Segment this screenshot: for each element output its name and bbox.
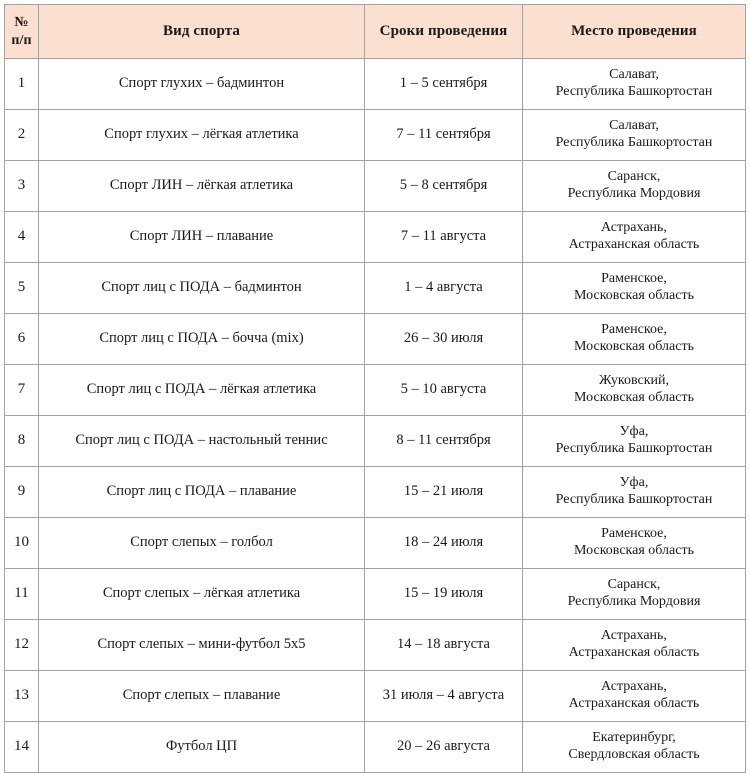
table-row <box>5 161 746 212</box>
cell-number: 6 <box>5 314 39 365</box>
cell-number: 3 <box>5 161 39 212</box>
cell-place <box>523 263 746 314</box>
cell-place <box>523 569 746 620</box>
cell-place <box>523 212 746 263</box>
cell-place-city: Раменское, <box>601 271 667 287</box>
cell-place-region: Республика Башкортостан <box>555 135 713 150</box>
cell-dates: 20 – 26 августа <box>365 722 523 773</box>
cell-dates: 8 – 11 сентября <box>365 416 523 467</box>
cell-number: 4 <box>5 212 39 263</box>
cell-dates: 14 – 18 августа <box>365 620 523 671</box>
cell-place-region: Республика Башкортостан <box>555 492 713 507</box>
cell-dates: 31 июля – 4 августа <box>365 671 523 722</box>
cell-number: 5 <box>5 263 39 314</box>
table-row <box>5 671 746 722</box>
cell-place-region: Свердловская область <box>568 747 700 762</box>
cell-dates: 15 – 19 июля <box>365 569 523 620</box>
cell-place <box>523 467 746 518</box>
table-row <box>5 314 746 365</box>
cell-place <box>523 59 746 110</box>
cell-place-region: Республика Мордовия <box>567 186 701 201</box>
cell-place-city: Уфа, <box>619 424 649 440</box>
column-header-place: Место проведения <box>523 5 746 59</box>
cell-sport: Спорт глухих – бадминтон <box>39 59 365 110</box>
cell-sport: Спорт лиц с ПОДА – бочча (mix) <box>39 314 365 365</box>
cell-dates: 26 – 30 июля <box>365 314 523 365</box>
cell-place-city: Раменское, <box>601 526 667 542</box>
cell-place-city: Салават, <box>609 67 659 83</box>
cell-sport: Спорт лиц с ПОДА – бадминтон <box>39 263 365 314</box>
cell-place-region: Московская область <box>574 339 694 354</box>
cell-place <box>523 314 746 365</box>
cell-place-region: Республика Башкортостан <box>555 441 713 456</box>
column-header-sport: Вид спорта <box>39 5 365 59</box>
cell-number: 12 <box>5 620 39 671</box>
cell-sport: Футбол ЦП <box>39 722 365 773</box>
cell-place-city: Астрахань, <box>601 628 667 644</box>
table-row <box>5 620 746 671</box>
cell-sport: Спорт ЛИН – плавание <box>39 212 365 263</box>
cell-dates: 5 – 8 сентября <box>365 161 523 212</box>
cell-place-region: Республика Мордовия <box>567 594 701 609</box>
cell-number: 9 <box>5 467 39 518</box>
cell-sport: Спорт слепых – лёгкая атлетика <box>39 569 365 620</box>
table-row <box>5 212 746 263</box>
cell-place-city: Саранск, <box>607 577 661 593</box>
table-body <box>5 59 746 773</box>
cell-place-city: Астрахань, <box>601 220 667 236</box>
cell-sport: Спорт ЛИН – лёгкая атлетика <box>39 161 365 212</box>
cell-dates: 7 – 11 августа <box>365 212 523 263</box>
cell-place-city: Салават, <box>609 118 659 134</box>
column-header-number-line1: № <box>14 15 29 30</box>
cell-place-region: Астраханская область <box>568 645 700 660</box>
column-header-number-line2: п/п <box>11 32 32 48</box>
column-header-dates: Сроки проведения <box>365 5 523 59</box>
cell-dates: 7 – 11 сентября <box>365 110 523 161</box>
cell-sport: Спорт слепых – голбол <box>39 518 365 569</box>
cell-place-city: Раменское, <box>601 322 667 338</box>
cell-place <box>523 365 746 416</box>
cell-sport: Спорт лиц с ПОДА – плавание <box>39 467 365 518</box>
cell-dates: 1 – 4 августа <box>365 263 523 314</box>
cell-place-city: Уфа, <box>619 475 649 491</box>
cell-place-region: Московская область <box>574 288 694 303</box>
table-row <box>5 110 746 161</box>
cell-number: 1 <box>5 59 39 110</box>
cell-sport: Спорт лиц с ПОДА – лёгкая атлетика <box>39 365 365 416</box>
table-row <box>5 416 746 467</box>
cell-sport: Спорт слепых – мини-футбол 5х5 <box>39 620 365 671</box>
cell-number: 14 <box>5 722 39 773</box>
cell-place-region: Московская область <box>574 543 694 558</box>
table-header <box>5 5 746 59</box>
competition-schedule-table <box>4 4 746 773</box>
table-row <box>5 569 746 620</box>
cell-place <box>523 620 746 671</box>
cell-place-region: Московская область <box>574 390 694 405</box>
cell-place-city: Астрахань, <box>601 679 667 695</box>
table-row <box>5 365 746 416</box>
cell-place <box>523 671 746 722</box>
table-header-row <box>5 5 746 59</box>
cell-dates: 18 – 24 июля <box>365 518 523 569</box>
cell-dates: 5 – 10 августа <box>365 365 523 416</box>
cell-place <box>523 722 746 773</box>
cell-place-region: Республика Башкортостан <box>555 84 713 99</box>
table-row <box>5 722 746 773</box>
cell-place <box>523 416 746 467</box>
table-row <box>5 518 746 569</box>
cell-sport: Спорт лиц с ПОДА – настольный теннис <box>39 416 365 467</box>
cell-place-region: Астраханская область <box>568 696 700 711</box>
cell-place-city: Саранск, <box>607 169 661 185</box>
cell-sport: Спорт слепых – плавание <box>39 671 365 722</box>
cell-number: 13 <box>5 671 39 722</box>
table-row <box>5 263 746 314</box>
cell-number: 10 <box>5 518 39 569</box>
cell-number: 11 <box>5 569 39 620</box>
cell-place-city: Жуковский, <box>599 373 669 389</box>
cell-number: 7 <box>5 365 39 416</box>
cell-place-region: Астраханская область <box>568 237 700 252</box>
cell-dates: 15 – 21 июля <box>365 467 523 518</box>
cell-place <box>523 518 746 569</box>
cell-number: 2 <box>5 110 39 161</box>
cell-place <box>523 110 746 161</box>
cell-sport: Спорт глухих – лёгкая атлетика <box>39 110 365 161</box>
cell-number: 8 <box>5 416 39 467</box>
cell-place-city: Екатеринбург, <box>592 730 676 746</box>
table-row <box>5 467 746 518</box>
column-header-number <box>5 5 39 59</box>
cell-place <box>523 161 746 212</box>
table-row <box>5 59 746 110</box>
cell-dates: 1 – 5 сентября <box>365 59 523 110</box>
